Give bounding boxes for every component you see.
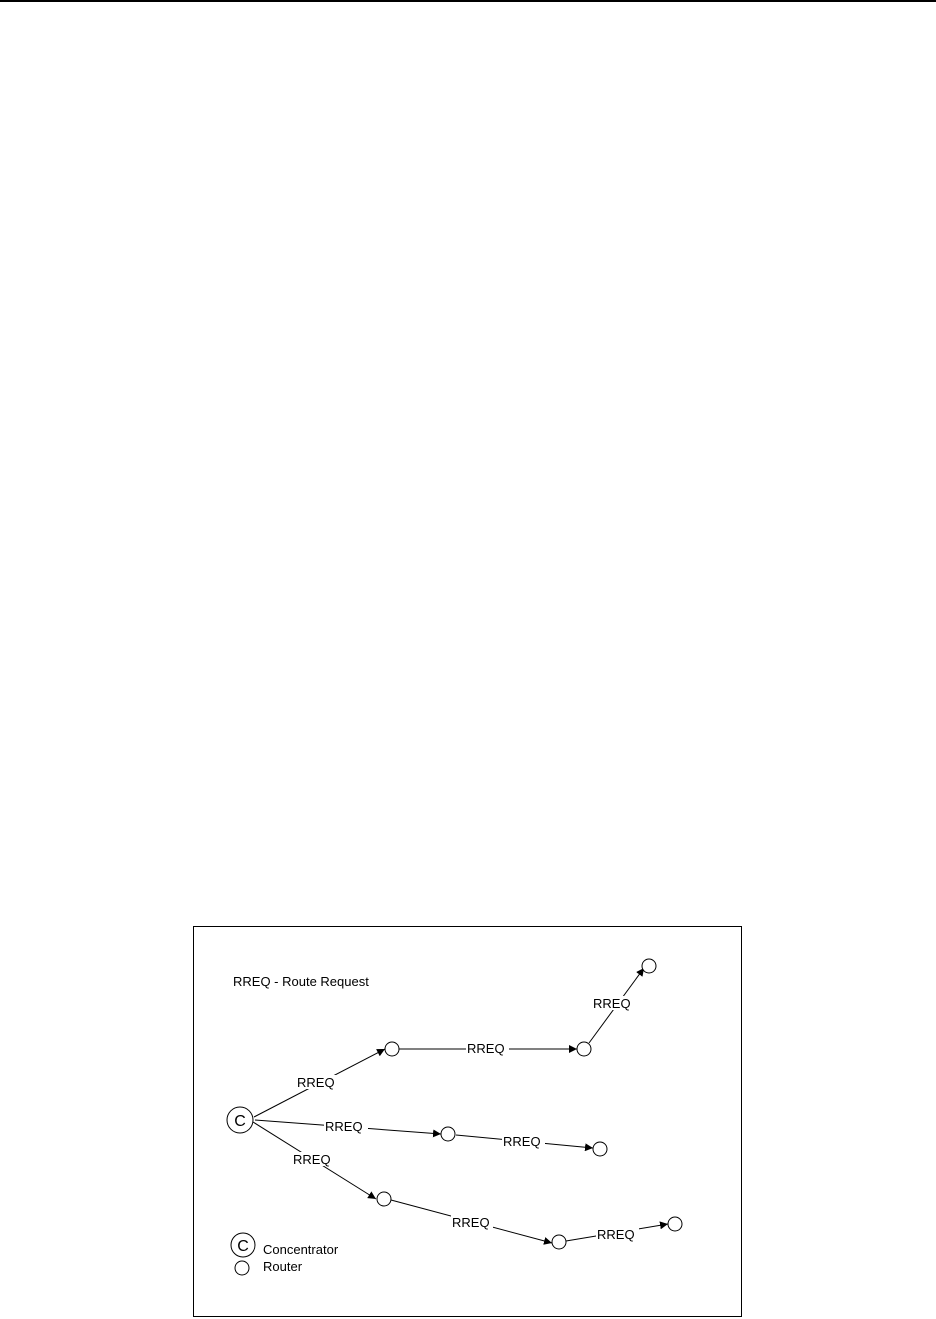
legend-router-label: Router xyxy=(263,1259,303,1274)
router-node xyxy=(593,1142,607,1156)
svg-text:C: C xyxy=(234,1113,246,1130)
edge-label-r6-r7 xyxy=(451,1215,493,1230)
edge-label-r7-r8 xyxy=(596,1227,639,1242)
legend-router-symbol xyxy=(235,1261,249,1275)
svg-text:RREQ: RREQ xyxy=(503,1134,541,1149)
router-node xyxy=(577,1042,591,1056)
edge-label-r1-r2 xyxy=(466,1041,509,1056)
router-node xyxy=(668,1217,682,1231)
legend-concentrator-label: Concentrator xyxy=(263,1242,339,1257)
svg-text:RREQ: RREQ xyxy=(297,1075,335,1090)
svg-text:RREQ: RREQ xyxy=(467,1041,505,1056)
edge-label-c-r1 xyxy=(296,1075,338,1090)
legend xyxy=(231,1233,339,1275)
svg-text:RREQ: RREQ xyxy=(452,1215,490,1230)
edge-label-c-r6 xyxy=(292,1152,335,1167)
router-node xyxy=(385,1042,399,1056)
router-node xyxy=(377,1192,391,1206)
legend-concentrator-symbol xyxy=(231,1233,255,1257)
edge-label-r2-r3 xyxy=(592,996,635,1011)
router-node xyxy=(552,1235,566,1249)
edge-label-c-r4 xyxy=(324,1119,368,1134)
svg-text:RREQ: RREQ xyxy=(325,1119,363,1134)
router-node xyxy=(642,959,656,973)
router-node xyxy=(441,1127,455,1141)
diagram-caption: RREQ - Route Request xyxy=(233,974,369,989)
svg-text:RREQ: RREQ xyxy=(597,1227,635,1242)
svg-text:C: C xyxy=(237,1238,249,1255)
svg-text:RREQ: RREQ xyxy=(593,996,631,1011)
edge-label-r4-r5 xyxy=(502,1134,545,1149)
svg-text:RREQ: RREQ xyxy=(293,1152,331,1167)
concentrator-node xyxy=(227,1107,253,1133)
